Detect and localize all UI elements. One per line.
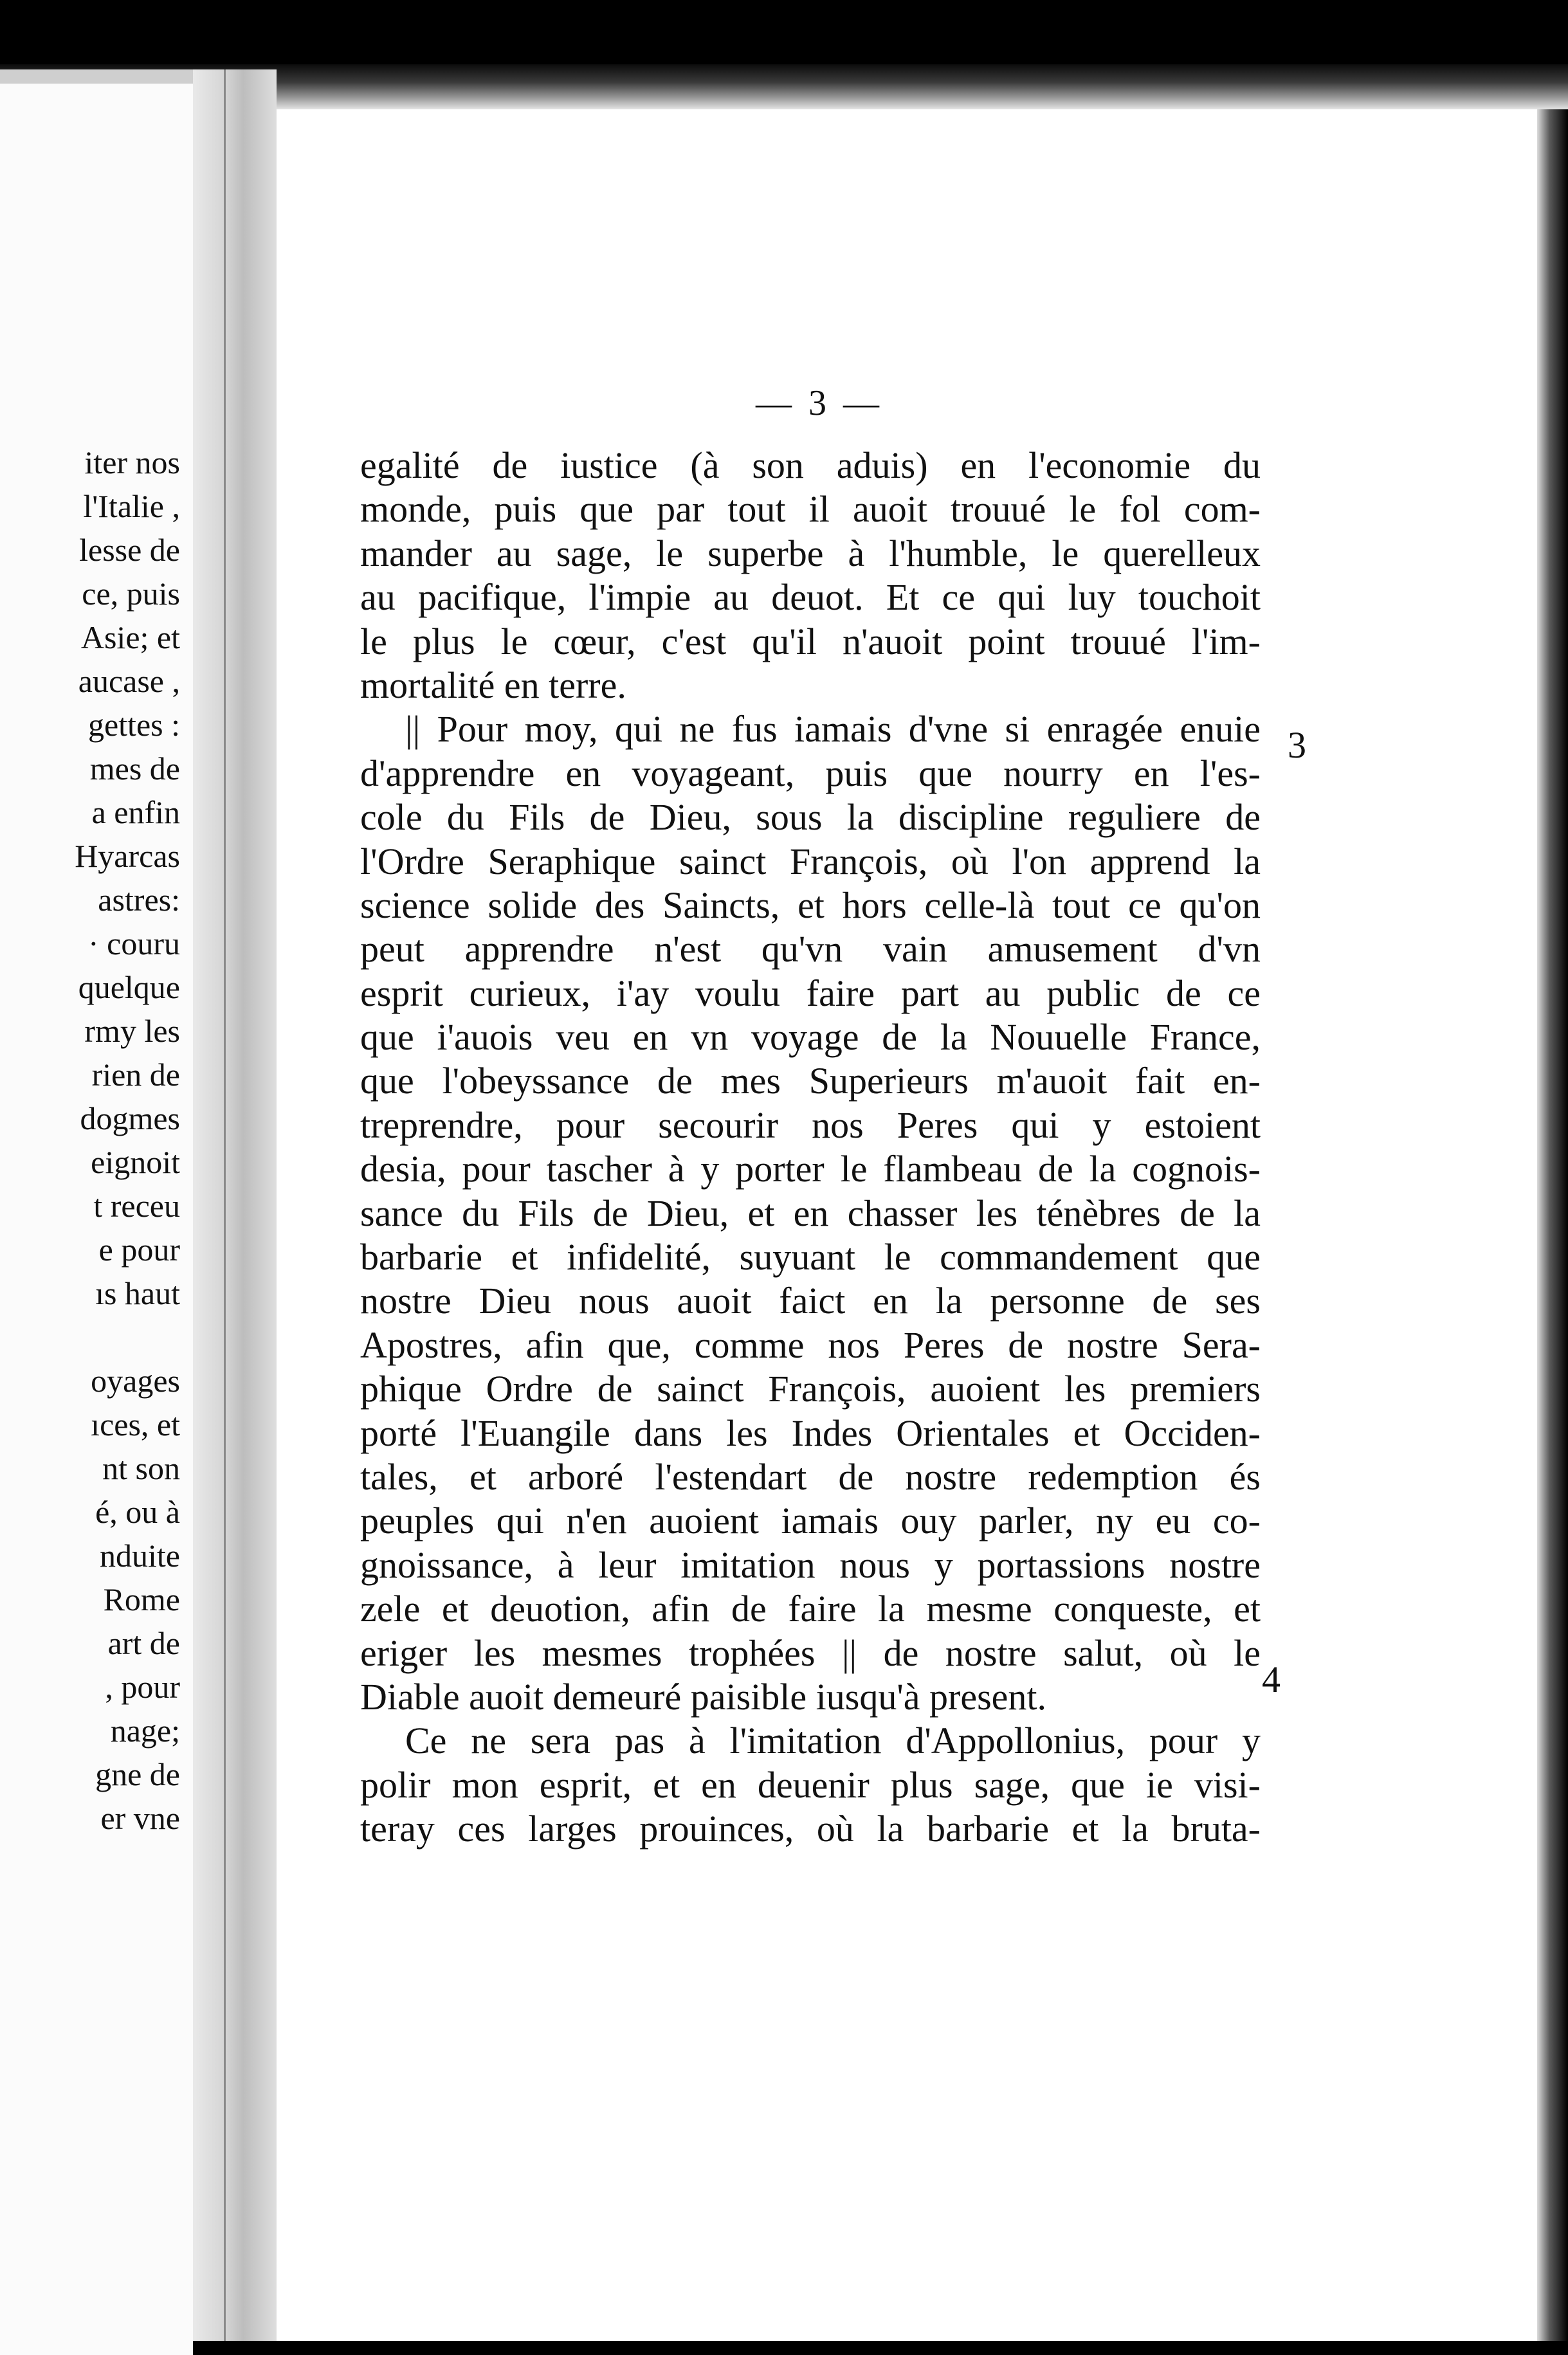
left-page-line: Asie; et <box>80 619 180 655</box>
left-page-line: lesse de <box>79 532 180 568</box>
text-line: polir mon esprit, et en deuenir plus sage, que ie visi- <box>360 1763 1261 1806</box>
body-text <box>360 444 1261 1851</box>
text-line: egalité de iustice (à son aduis) en l'economie du <box>360 444 1261 486</box>
left-page-line: l'Italie , <box>83 488 180 524</box>
text-line: science solide des Saincts, et hors celle-là tout ce qu'on <box>360 884 1261 926</box>
text-line: cole du Fils de Dieu, sous la discipline reguliere de <box>360 796 1261 839</box>
text-line: monde, puis que par tout il auoit trouué le fol com- <box>360 488 1261 531</box>
text-line: porté l'Euangile dans les Indes Orientales et Occiden- <box>360 1412 1261 1454</box>
left-page-line: dogmes <box>80 1100 180 1136</box>
left-page-line: mes de <box>89 750 180 787</box>
text-line: mortalité en terre. <box>360 664 626 706</box>
left-page-line: astres: <box>98 882 180 918</box>
text-line: treprendre, pour secourir nos Peres qui y estoient <box>360 1104 1261 1146</box>
left-page-line: quelque <box>78 969 180 1005</box>
text-line: au pacifique, l'impie au deuot. Et ce qui luy touchoit <box>360 576 1261 619</box>
left-page-line: nduite <box>100 1538 180 1574</box>
text-line: phique Ordre de sainct François, auoient les premiers <box>360 1368 1261 1410</box>
text-line: gnoissance, à leur imitation nous y portassions nostre <box>360 1543 1261 1586</box>
left-page-line: nt son <box>102 1450 180 1486</box>
book-gutter <box>193 69 277 2341</box>
left-page-line: art de <box>107 1625 180 1661</box>
right-page-edge <box>1537 109 1568 2341</box>
text-line: nostre Dieu nous auoit faict en la personne de ses <box>360 1280 1261 1322</box>
margin-note-3: 3 <box>1288 724 1306 766</box>
left-page-line: a enfin <box>91 794 180 830</box>
text-line: barbarie et infidelité, suyuant le commandement que <box>360 1236 1261 1278</box>
text-line: Diable auoit demeuré paisible iusqu'à present. <box>360 1675 1046 1718</box>
text-line: sance du Fils de Dieu, et en chasser les ténèbres de la <box>360 1192 1261 1234</box>
gutter-line <box>224 69 226 2341</box>
text-line: desia, pour tascher à y porter le flambeau de la cognois- <box>360 1148 1261 1190</box>
left-page-line: é, ou à <box>95 1494 180 1530</box>
left-page-line: nage; <box>110 1713 180 1749</box>
left-page-line: iter nos <box>84 444 180 480</box>
left-page-line: ıs haut <box>95 1275 180 1311</box>
left-page-line: gne de <box>95 1756 180 1792</box>
text-line: Ce ne sera pas à l'imitation d'Appollonius, pour y <box>405 1720 1261 1762</box>
text-line: le plus le cœur, c'est qu'il n'auoit point trouué l'im- <box>360 620 1261 662</box>
text-line: esprit curieux, i'ay voulu faire part au public de ce <box>360 972 1261 1014</box>
left-page-line: eignoit <box>91 1144 180 1180</box>
text-line: peuples qui n'en auoient iamais ouy parler, ny eu co- <box>360 1500 1261 1542</box>
left-page-line: gettes : <box>87 707 180 743</box>
left-page-line: t receu <box>93 1188 180 1224</box>
text-line: tales, et arboré l'estendart de nostre redemption és <box>360 1455 1261 1498</box>
text-line: teray ces larges prouinces, où la barbarie et la bruta- <box>360 1808 1261 1850</box>
text-line: peut apprendre n'est qu'vn vain amusement d'vn <box>360 928 1261 970</box>
left-page <box>0 69 193 2355</box>
left-page-line: rien de <box>91 1057 180 1093</box>
left-page-line: er vne <box>100 1800 180 1836</box>
text-line: l'Ordre Seraphique sainct François, où l'on apprend la <box>360 840 1261 882</box>
left-page-line: Rome <box>103 1581 180 1617</box>
page-number: — 3 — <box>756 383 883 423</box>
text-line: mander au sage, le superbe à l'humble, le querelleux <box>360 532 1261 574</box>
left-page-line: , pour <box>105 1669 180 1705</box>
text-line: que i'auois veu en vn voyage de la Nouuelle France, <box>360 1016 1261 1059</box>
left-page-line: · couru <box>88 925 180 961</box>
text-line: || Pour moy, qui ne fus iamais d'vne si enragée enuie <box>405 708 1261 750</box>
left-page-line: rmy les <box>84 1013 180 1049</box>
text-line: eriger les mesmes trophées || de nostre salut, où le <box>360 1632 1261 1674</box>
left-page-line: e pour <box>98 1232 180 1268</box>
left-page-line: ce, puis <box>82 576 180 612</box>
margin-note-4: 4 <box>1262 1659 1281 1700</box>
text-line: zele et deuotion, afin de faire la mesme conqueste, et <box>360 1588 1261 1630</box>
left-page-line: Hyarcas <box>75 838 180 874</box>
text-line: d'apprendre en voyageant, puis que nourry en l'es- <box>360 752 1261 794</box>
left-page-line: aucase , <box>78 663 180 699</box>
text-line: que l'obeyssance de mes Superieurs m'auoit fait en- <box>360 1060 1261 1102</box>
left-page-line: ıces, et <box>91 1406 180 1442</box>
left-page-line: oyages <box>91 1363 180 1399</box>
text-line: Apostres, afin que, comme nos Peres de nostre Sera- <box>360 1323 1261 1366</box>
